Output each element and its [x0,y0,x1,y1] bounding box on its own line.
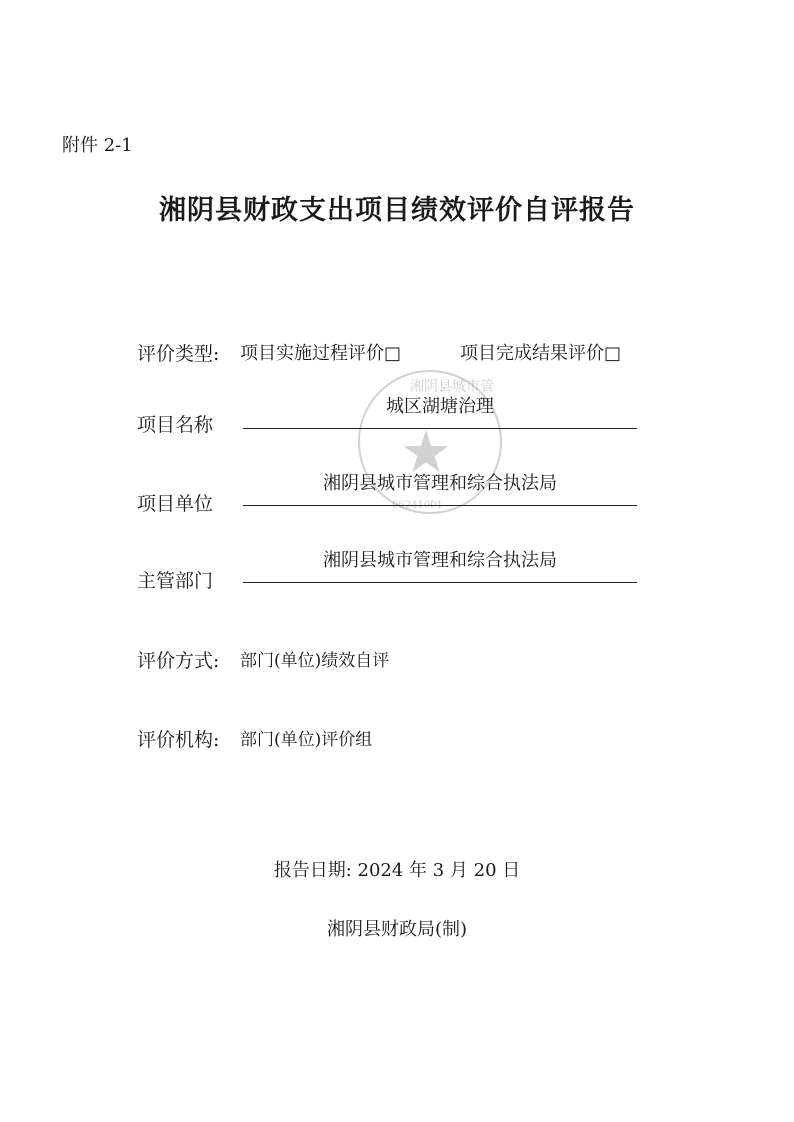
issuer: 湘阴县财政局(制) [326,919,468,940]
seal-star-icon: ★ [400,418,452,486]
eval-method-value: 部门(单位)绩效自评 [240,651,390,671]
attachment-label: 附件 2-1 [62,135,133,156]
eval-type-option-process[interactable]: 项目实施过程评价□ [240,343,402,364]
eval-org-value: 部门(单位)评价组 [240,730,373,750]
seal-number: 06241001 [392,500,443,511]
project-name-value: 城区湖塘治理 [386,396,494,417]
page-title: 湘阴县财政支出项目绩效评价自评报告 [159,195,635,226]
supervising-dept-value: 湘阴县城市管理和综合执法局 [323,550,557,571]
eval-type-option-result[interactable]: 项目完成结果评价□ [460,343,622,364]
eval-org-label: 评价机构: [137,729,220,751]
eval-method-label: 评价方式: [137,650,220,672]
seal-text: 湘阴县城市管 [410,379,494,395]
project-name-field [243,396,637,429]
eval-type-label: 评价类型: [137,343,220,365]
project-unit-field [243,473,637,506]
project-name-label: 项目名称 [137,414,214,436]
supervising-dept-field [243,550,637,583]
supervising-dept-label: 主管部门 [137,570,214,592]
project-unit-label: 项目单位 [137,493,214,515]
project-unit-value: 湘阴县城市管理和综合执法局 [323,473,557,494]
report-date: 报告日期: 2024 年 3 月 20 日 [273,860,521,881]
